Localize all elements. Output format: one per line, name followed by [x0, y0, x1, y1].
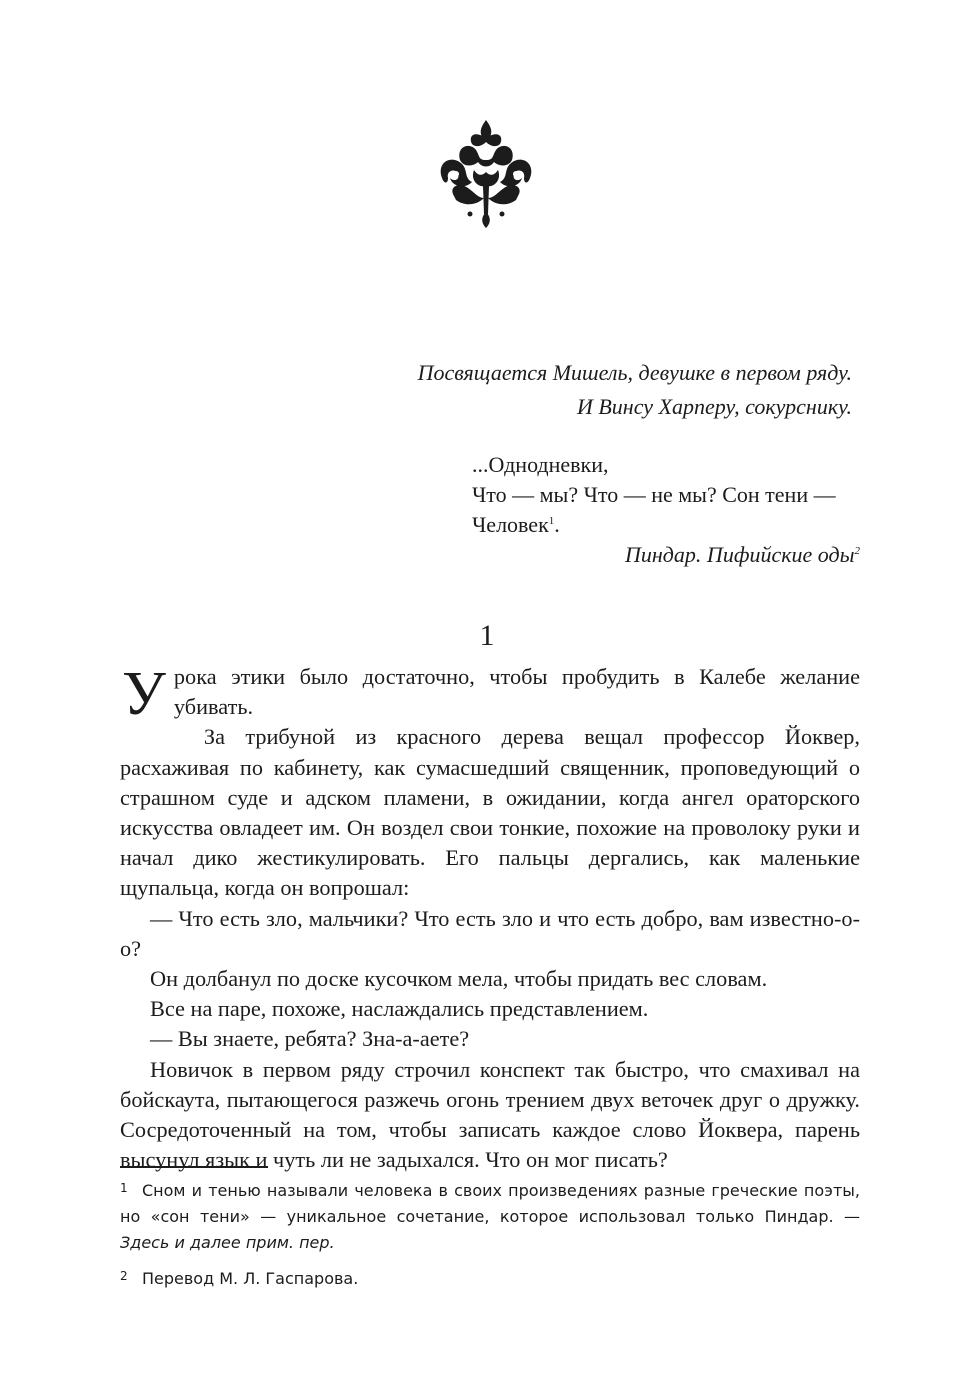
- footnote-2: 2 Перевод М. Л. Гаспарова.: [120, 1269, 359, 1288]
- footnote-italic-note: Здесь и далее прим. пер.: [120, 1233, 335, 1252]
- paragraph: — Что есть зло, мальчики? Что есть зло и что есть добро, вам известно-о-о?: [120, 905, 860, 961]
- paragraph: — Вы знаете, ребята? Зна-а-аете?: [150, 1026, 470, 1052]
- dedication: [252, 356, 852, 424]
- epigraph-line-1: ...Однодневки,: [472, 452, 609, 477]
- dedication-line-2: И Винсу Харперу, сокурснику.: [576, 394, 852, 419]
- paragraph: [120, 660, 860, 728]
- footnote-text: Сном и тенью называли человека в своих произведениях разные греческие поэты, но «сон тени» — уникальное сочетание, которое использовал только Пиндар. —: [120, 1181, 860, 1226]
- attribution-text: Пиндар. Пифийские оды: [625, 542, 855, 567]
- paragraph: Он долбанул по доске кусочком мела, чтобы придать вес словам.: [150, 966, 768, 992]
- footnote-ref-1[interactable]: 1: [548, 515, 555, 527]
- epigraph-line-3: [472, 510, 862, 540]
- paragraph: За трибуной из красного дерева вещал профессор Йоквер, расхаживая по кабинету, как сумасшедший священник, проповедующий о страшном суде и адском пламени, в ожидании, когда ангел ораторского искусства овладеет им. Он воздел свои тонкие, похожие на проволоку руки и начал дико жестикулировать. Его пальцы дергались, как маленькие щупальца, когда он вопрошал:: [120, 724, 860, 901]
- footnote-1: 1 Сном и тенью называли человека в своих произведениях разные греческие поэты, но «сон тени» — уникальное сочетание, которое использовал только Пиндар. — Здесь и далее прим. пер.: [120, 1181, 860, 1252]
- footnote-text: Перевод М. Л. Гаспарова.: [142, 1269, 359, 1288]
- body-text: [120, 662, 860, 1175]
- epigraph-line-2: Что — мы? Что — не мы? Сон тени —: [472, 482, 836, 507]
- epigraph-attribution: [460, 540, 860, 570]
- drop-cap: У: [122, 660, 166, 728]
- footnote-ref-2[interactable]: 2: [854, 545, 860, 557]
- dedication-line-1: Посвящается Мишель, девушке в первом ряду.: [417, 360, 852, 385]
- paragraph: Новичок в первом ряду строчил конспект так быстро, что смахивал на бойскаута, пытающегося разжечь огонь трением двух веточек друг о дружку. Сосредоточенный на том, чтобы записать каждое слово Йоквера, парень высунул язык и чуть ли не задыхался. Что он мог писать?: [120, 1056, 860, 1173]
- epigraph-line-3-text: Человек: [472, 512, 549, 537]
- paragraph: Все на паре, похоже, наслаждались представлением.: [150, 996, 649, 1022]
- footnotes: [120, 1178, 860, 1302]
- paragraph-text: рока этики было достаточно, чтобы пробудить в Калебе желание убивать.: [173, 664, 860, 720]
- epigraph: [472, 450, 862, 540]
- chapter-number: 1: [479, 619, 495, 652]
- footnote-divider: [120, 1166, 268, 1168]
- floral-ornament-icon: [434, 120, 538, 228]
- epigraph-line-3-end: .: [554, 512, 560, 537]
